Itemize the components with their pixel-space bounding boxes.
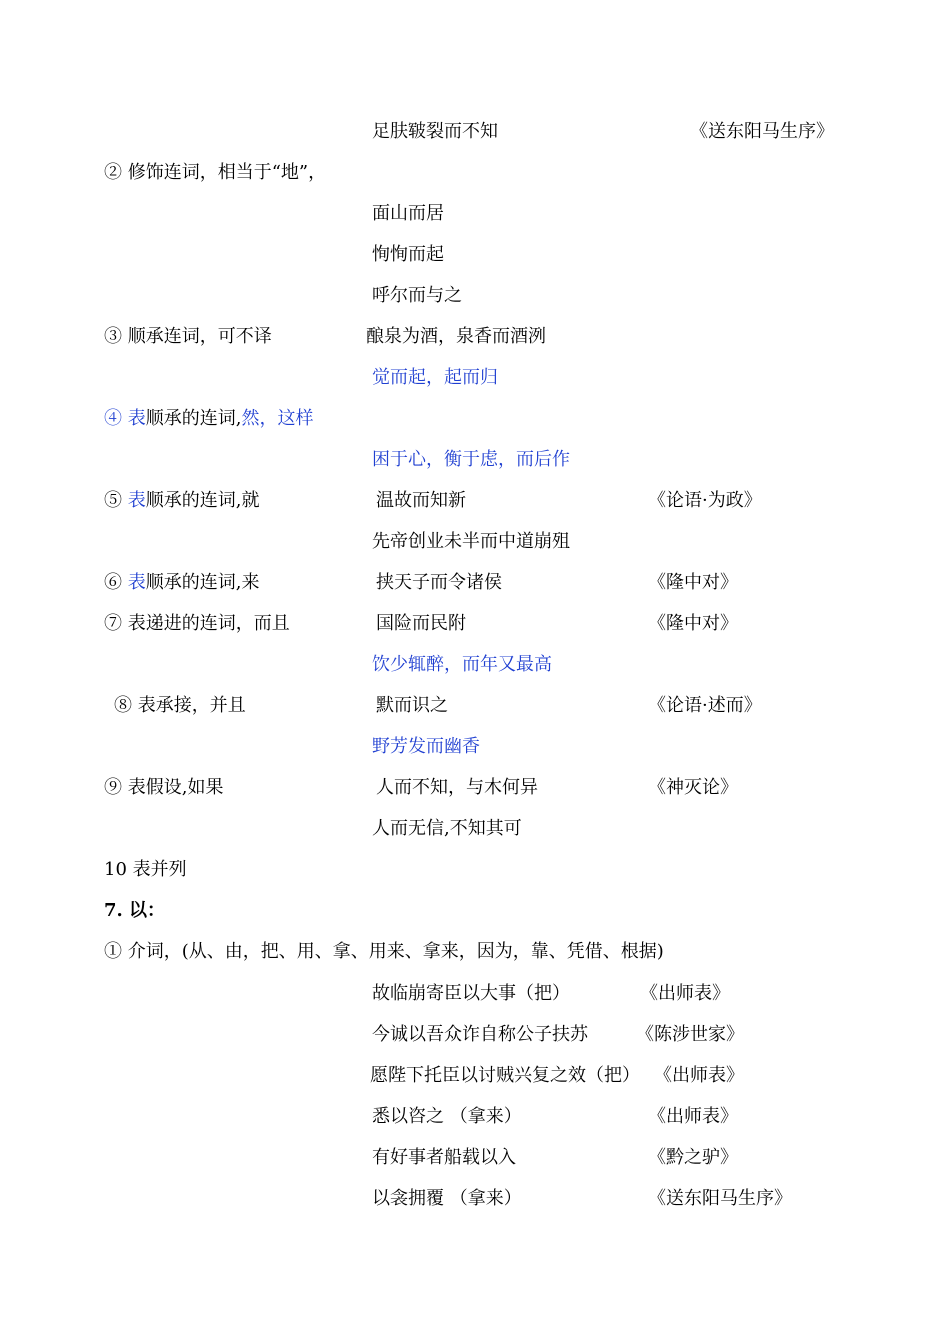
example-sentence: 挟天子而令诸侯 [376,572,502,593]
example-sentence: 默而识之 [376,695,448,716]
example-sentence: 悉以咨之 （拿来） [372,1106,522,1127]
source-title: 《隆中对》 [648,572,738,593]
source-title: 《神灭论》 [648,777,738,798]
usage-label [104,490,259,512]
example-sentence: 今诚以吾众诈自称公子扶苏 [372,1024,588,1045]
usage-label: ⑧ 表承接，并且 [114,695,246,716]
usage-label: ① 介词，(从、由，把、用、拿、用来、拿来，因为，靠、凭借、根据) [104,941,664,962]
source-title: 《出师表》 [648,1106,738,1127]
usage-number: ④ 表 [104,408,146,429]
example-sentence: 有好事者船载以入 [372,1147,516,1168]
example-sentence: 人而无信,不知其可 [372,818,522,839]
usage-marker: 表 [127,490,146,511]
section-heading: 7. 以： [104,900,166,921]
example-sentence-highlighted: 饮少辄醉，而年又最高 [372,654,552,675]
source-title: 《隆中对》 [648,613,738,634]
usage-label [104,572,259,594]
example-sentence-highlighted: 野芳发而幽香 [372,736,480,757]
source-title: 《出师表》 [640,983,730,1004]
source-title: 《论语·述而》 [648,695,762,716]
source-title: 《陈涉世家》 [636,1024,744,1045]
usage-number: ⑤ [104,490,128,511]
usage-label: ② 修饰连词，相当于“地”， [104,162,327,183]
usage-label: 10 表并列 [104,859,187,880]
source-title: 《论语·为政》 [648,490,762,511]
example-sentence: 面山而居 [372,203,444,224]
source-title: 《送东阳马生序》 [690,121,834,142]
example-sentence-highlighted: 困于心，衡于虑，而后作 [372,449,570,470]
example-sentence: 呼尔而与之 [372,285,462,306]
usage-number: ⑥ [104,572,128,593]
example-sentence: 先帝创业未半而中道崩殂 [372,531,570,552]
usage-label: ⑨ 表假设,如果 [104,777,224,798]
example-sentence-highlighted: 觉而起，起而归 [372,367,498,388]
example-sentence: 酿泉为酒，泉香而酒洌 [366,326,546,347]
usage-text: 顺承的连词,来 [145,572,260,593]
source-title: 《黔之驴》 [648,1147,738,1168]
usage-marker: 表 [127,572,146,593]
usage-label [104,408,313,430]
example-sentence: 恂恂而起 [372,244,444,265]
usage-label: ③ 顺承连词，可不译 [104,326,272,347]
usage-text: 顺承的连词,就 [145,490,260,511]
source-title: 《出师表》 [654,1065,744,1086]
usage-text: 顺承的连词, [145,408,242,429]
example-sentence: 国险而民附 [376,613,466,634]
example-sentence: 人而不知，与木何异 [376,777,538,798]
example-sentence: 以衾拥覆 （拿来） [372,1188,522,1209]
usage-meaning: 然，这样 [241,408,314,429]
example-sentence: 足肤皲裂而不知 [372,121,498,142]
example-sentence: 温故而知新 [376,490,466,511]
source-title: 《送东阳马生序》 [648,1188,792,1209]
example-sentence: 故临崩寄臣以大事（把） [372,983,570,1004]
usage-label: ⑦ 表递进的连词，而且 [104,613,290,634]
example-sentence: 愿陛下托臣以讨贼兴复之效（把） [370,1065,640,1086]
